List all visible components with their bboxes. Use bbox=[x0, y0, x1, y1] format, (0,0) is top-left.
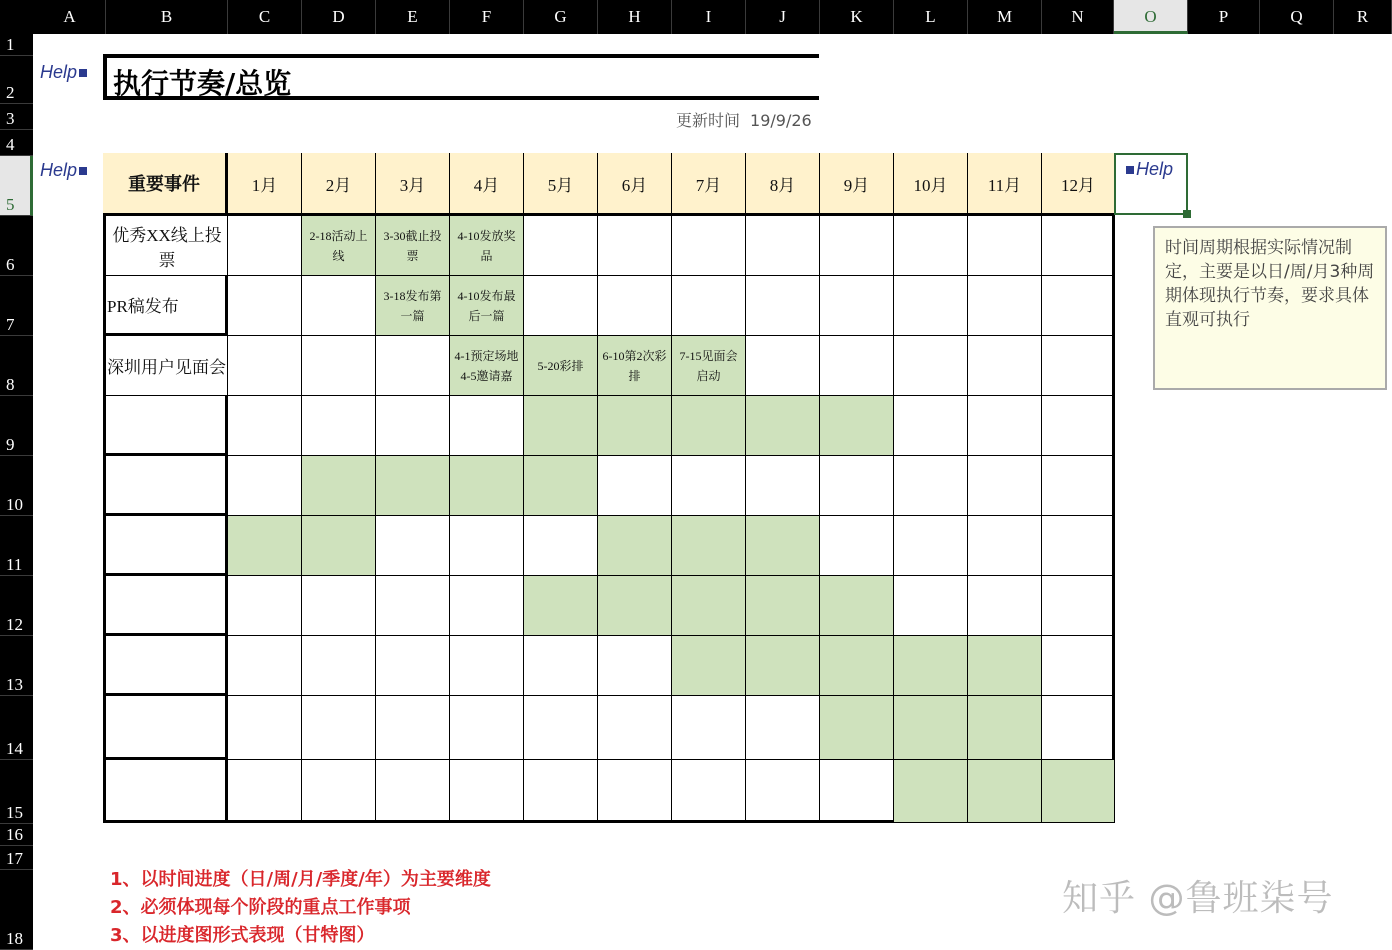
gantt-cell[interactable]: 4-10发放奖品 bbox=[450, 216, 524, 276]
table-header-month[interactable]: 12月 bbox=[1042, 153, 1115, 216]
gantt-cell[interactable] bbox=[376, 576, 450, 636]
gantt-cell[interactable] bbox=[820, 216, 894, 276]
row-header-15[interactable]: 15 bbox=[0, 760, 33, 824]
row-header-13[interactable]: 13 bbox=[0, 636, 33, 696]
gantt-cell[interactable] bbox=[1042, 696, 1115, 760]
table-header-month[interactable]: 1月 bbox=[228, 153, 302, 216]
gantt-cell[interactable] bbox=[376, 696, 450, 760]
gantt-cell[interactable] bbox=[746, 276, 820, 336]
gantt-cell[interactable] bbox=[820, 576, 894, 636]
row-header-12[interactable]: 12 bbox=[0, 576, 33, 636]
gantt-cell[interactable] bbox=[1042, 276, 1115, 336]
gantt-cell[interactable] bbox=[894, 760, 968, 823]
row-header-6[interactable]: 6 bbox=[0, 216, 33, 276]
gantt-cell[interactable] bbox=[228, 516, 302, 576]
gantt-cell[interactable] bbox=[820, 516, 894, 576]
row-header-4[interactable]: 4 bbox=[0, 130, 33, 156]
gantt-cell[interactable] bbox=[894, 276, 968, 336]
gantt-cell[interactable] bbox=[1042, 456, 1115, 516]
gantt-cell[interactable] bbox=[598, 396, 672, 456]
gantt-cell[interactable] bbox=[894, 516, 968, 576]
gantt-cell[interactable] bbox=[820, 396, 894, 456]
updated-time bbox=[676, 108, 822, 131]
column-header-h[interactable]: H bbox=[598, 0, 672, 34]
column-header-c[interactable]: C bbox=[228, 0, 302, 34]
gantt-cell[interactable] bbox=[820, 636, 894, 696]
row-header-5[interactable]: 5 bbox=[0, 156, 33, 216]
event-name-cell[interactable] bbox=[103, 696, 228, 760]
event-name-cell[interactable]: 优秀XX线上投票 bbox=[103, 216, 228, 276]
table-header-month[interactable]: 4月 bbox=[450, 153, 524, 216]
gantt-cell[interactable] bbox=[820, 696, 894, 760]
gantt-cell[interactable] bbox=[450, 396, 524, 456]
gantt-cell[interactable] bbox=[228, 276, 302, 336]
row-header-2[interactable]: 2 bbox=[0, 56, 33, 104]
help-label: Help bbox=[40, 160, 78, 180]
gantt-cell[interactable] bbox=[894, 456, 968, 516]
gantt-cell[interactable] bbox=[524, 216, 598, 276]
gantt-cell[interactable] bbox=[672, 760, 746, 823]
gantt-cell[interactable] bbox=[894, 696, 968, 760]
gantt-cell[interactable]: 2-18活动上线 bbox=[302, 216, 376, 276]
gantt-cell[interactable] bbox=[450, 456, 524, 516]
column-header-m[interactable]: M bbox=[968, 0, 1042, 34]
gantt-cell[interactable] bbox=[746, 760, 820, 823]
gantt-cell[interactable] bbox=[968, 516, 1042, 576]
watermark: 知乎 @鲁班柒号 bbox=[1062, 878, 1334, 919]
help-square-icon bbox=[1126, 166, 1134, 174]
gantt-cell[interactable] bbox=[302, 576, 376, 636]
gantt-cell[interactable] bbox=[1042, 516, 1115, 576]
gantt-cell[interactable] bbox=[376, 760, 450, 823]
gantt-cell[interactable] bbox=[968, 276, 1042, 336]
gantt-cell[interactable] bbox=[746, 636, 820, 696]
table-header-month[interactable]: 6月 bbox=[598, 153, 672, 216]
title-box[interactable] bbox=[103, 54, 819, 100]
gantt-cell[interactable] bbox=[524, 576, 598, 636]
gantt-cell[interactable] bbox=[598, 576, 672, 636]
event-name-cell[interactable] bbox=[103, 576, 228, 636]
row-header-8[interactable]: 8 bbox=[0, 336, 33, 396]
gantt-cell[interactable] bbox=[1042, 760, 1115, 823]
event-name-cell[interactable]: 深圳用户见面会 bbox=[103, 336, 228, 396]
gantt-cell[interactable] bbox=[228, 576, 302, 636]
gantt-cell[interactable] bbox=[672, 396, 746, 456]
page-title: 执行节奏/总览 bbox=[113, 67, 292, 100]
event-name-cell[interactable]: PR稿发布 bbox=[103, 276, 228, 336]
gantt-cell[interactable] bbox=[228, 456, 302, 516]
gantt-cell[interactable] bbox=[302, 396, 376, 456]
gantt-cell[interactable] bbox=[302, 760, 376, 823]
gantt-cell[interactable] bbox=[746, 216, 820, 276]
gantt-cell[interactable]: 6-10第2次彩排 bbox=[598, 336, 672, 396]
gantt-cell[interactable]: 4-1预定场地 4-5邀请嘉 bbox=[450, 336, 524, 396]
gantt-cell[interactable] bbox=[894, 576, 968, 636]
table-header-month[interactable]: 8月 bbox=[746, 153, 820, 216]
selected-cell-o5[interactable] bbox=[1114, 153, 1188, 215]
gantt-cell[interactable] bbox=[598, 636, 672, 696]
column-header-o[interactable]: O bbox=[1114, 0, 1188, 34]
gantt-cell[interactable] bbox=[376, 396, 450, 456]
gantt-cell[interactable]: 3-18发布第一篇 bbox=[376, 276, 450, 336]
gantt-cell[interactable] bbox=[450, 760, 524, 823]
column-header-f[interactable]: F bbox=[450, 0, 524, 34]
gantt-cell[interactable] bbox=[672, 516, 746, 576]
table-header-month[interactable]: 11月 bbox=[968, 153, 1042, 216]
column-header-g[interactable]: G bbox=[524, 0, 598, 34]
table-header-month[interactable]: 10月 bbox=[894, 153, 968, 216]
gantt-cell[interactable] bbox=[1042, 396, 1115, 456]
gantt-cell[interactable] bbox=[598, 516, 672, 576]
notes-list bbox=[110, 866, 491, 950]
gantt-cell[interactable] bbox=[894, 396, 968, 456]
column-header-j[interactable]: J bbox=[746, 0, 820, 34]
gantt-cell[interactable] bbox=[302, 276, 376, 336]
gantt-cell[interactable] bbox=[302, 696, 376, 760]
gantt-cell[interactable] bbox=[1042, 216, 1115, 276]
gantt-cell[interactable] bbox=[228, 636, 302, 696]
gantt-cell[interactable] bbox=[672, 216, 746, 276]
gantt-cell[interactable] bbox=[894, 336, 968, 396]
gantt-cell[interactable] bbox=[672, 276, 746, 336]
gantt-cell[interactable] bbox=[376, 636, 450, 696]
gantt-cell[interactable] bbox=[376, 516, 450, 576]
gantt-cell[interactable] bbox=[228, 216, 302, 276]
gantt-cell[interactable] bbox=[894, 216, 968, 276]
column-header-k[interactable]: K bbox=[820, 0, 894, 34]
column-header-l[interactable]: L bbox=[894, 0, 968, 34]
gantt-cell[interactable] bbox=[1042, 336, 1115, 396]
note-item: 3、以进度图形式表现（甘特图） bbox=[110, 925, 375, 946]
row-header-16[interactable]: 16 bbox=[0, 824, 33, 846]
gantt-cell[interactable] bbox=[524, 516, 598, 576]
gantt-cell[interactable] bbox=[228, 760, 302, 823]
gantt-cell[interactable] bbox=[672, 636, 746, 696]
gantt-cell[interactable] bbox=[524, 456, 598, 516]
row-header-3[interactable]: 3 bbox=[0, 104, 33, 130]
gantt-cell[interactable] bbox=[598, 456, 672, 516]
table-header-month[interactable]: 2月 bbox=[302, 153, 376, 216]
gantt-cell[interactable] bbox=[968, 456, 1042, 516]
gantt-cell[interactable] bbox=[1042, 636, 1115, 696]
gantt-cell[interactable] bbox=[524, 760, 598, 823]
column-header-r[interactable]: R bbox=[1334, 0, 1392, 34]
event-name-cell[interactable] bbox=[103, 636, 228, 696]
gantt-cell[interactable] bbox=[376, 336, 450, 396]
gantt-cell[interactable] bbox=[302, 516, 376, 576]
gantt-cell[interactable] bbox=[820, 760, 894, 823]
help-label: Help bbox=[40, 62, 78, 82]
help-link-row2[interactable] bbox=[40, 62, 89, 83]
column-header-a[interactable]: A bbox=[34, 0, 106, 34]
table-header-month[interactable]: 3月 bbox=[376, 153, 450, 216]
updated-label: 更新时间 bbox=[676, 111, 741, 130]
gantt-cell[interactable] bbox=[968, 576, 1042, 636]
column-header-p[interactable]: P bbox=[1188, 0, 1260, 34]
gantt-cell[interactable]: 3-30截止投票 bbox=[376, 216, 450, 276]
help-link-o5[interactable] bbox=[1124, 159, 1173, 180]
row-header-1[interactable]: 1 bbox=[0, 34, 33, 56]
gantt-cell[interactable] bbox=[968, 396, 1042, 456]
column-header-bar bbox=[0, 0, 1392, 34]
gantt-cell[interactable] bbox=[450, 516, 524, 576]
gantt-cell[interactable] bbox=[450, 576, 524, 636]
help-square-icon bbox=[79, 69, 87, 77]
gantt-cell[interactable] bbox=[302, 336, 376, 396]
row-header-9[interactable]: 9 bbox=[0, 396, 33, 456]
gantt-cell[interactable] bbox=[228, 336, 302, 396]
gantt-cell[interactable] bbox=[376, 456, 450, 516]
column-header-i[interactable]: I bbox=[672, 0, 746, 34]
column-header-q[interactable]: Q bbox=[1260, 0, 1334, 34]
gantt-cell[interactable] bbox=[968, 636, 1042, 696]
gantt-cell[interactable] bbox=[968, 336, 1042, 396]
event-name-cell[interactable] bbox=[103, 396, 228, 456]
column-header-e[interactable]: E bbox=[376, 0, 450, 34]
gantt-cell[interactable] bbox=[450, 636, 524, 696]
gantt-cell[interactable] bbox=[524, 396, 598, 456]
table-header-events[interactable]: 重要事件 bbox=[103, 153, 228, 216]
note-item: 2、必须体现每个阶段的重点工作事项 bbox=[110, 897, 411, 918]
column-header-n[interactable]: N bbox=[1042, 0, 1114, 34]
table-header-month[interactable]: 5月 bbox=[524, 153, 598, 216]
gantt-cell[interactable]: 5-20彩排 bbox=[524, 336, 598, 396]
gantt-cell[interactable] bbox=[598, 696, 672, 760]
gantt-cell[interactable] bbox=[598, 216, 672, 276]
gantt-cell[interactable] bbox=[598, 760, 672, 823]
gantt-cell[interactable] bbox=[302, 636, 376, 696]
gantt-cell[interactable] bbox=[746, 456, 820, 516]
gantt-cell[interactable] bbox=[746, 576, 820, 636]
gantt-cell[interactable] bbox=[672, 576, 746, 636]
gantt-cell[interactable] bbox=[968, 216, 1042, 276]
event-name-cell[interactable] bbox=[103, 516, 228, 576]
column-header-d[interactable]: D bbox=[302, 0, 376, 34]
gantt-cell[interactable] bbox=[228, 396, 302, 456]
gantt-cell[interactable] bbox=[820, 336, 894, 396]
table-header-month[interactable]: 9月 bbox=[820, 153, 894, 216]
column-header-b[interactable]: B bbox=[106, 0, 228, 34]
gantt-cell[interactable] bbox=[968, 696, 1042, 760]
gantt-table bbox=[103, 153, 1115, 823]
row-header-14[interactable]: 14 bbox=[0, 696, 33, 760]
help-link-row5[interactable] bbox=[40, 160, 89, 181]
gantt-cell[interactable]: 4-10发布最后一篇 bbox=[450, 276, 524, 336]
gantt-cell[interactable] bbox=[746, 396, 820, 456]
gantt-cell[interactable] bbox=[524, 636, 598, 696]
gantt-cell[interactable] bbox=[746, 696, 820, 760]
gantt-cell[interactable] bbox=[672, 456, 746, 516]
row-header-10[interactable]: 10 bbox=[0, 456, 33, 516]
gantt-cell[interactable]: 7-15见面会启动 bbox=[672, 336, 746, 396]
gantt-cell[interactable] bbox=[746, 516, 820, 576]
gantt-cell[interactable] bbox=[524, 696, 598, 760]
help-square-icon bbox=[79, 167, 87, 175]
fill-handle[interactable] bbox=[1183, 210, 1191, 218]
gantt-cell[interactable] bbox=[1042, 576, 1115, 636]
row-header-17[interactable]: 17 bbox=[0, 846, 33, 870]
comment-box: 时间周期根据实际情况制定，主要是以日/周/月3种周期体现执行节奏，要求具体直观可执行 bbox=[1153, 226, 1387, 390]
gantt-cell[interactable] bbox=[450, 696, 524, 760]
gantt-cell[interactable] bbox=[598, 276, 672, 336]
gantt-cell[interactable] bbox=[820, 456, 894, 516]
gantt-cell[interactable] bbox=[968, 760, 1042, 823]
gantt-cell[interactable] bbox=[524, 276, 598, 336]
event-name-cell[interactable] bbox=[103, 760, 228, 823]
row-header-11[interactable]: 11 bbox=[0, 516, 33, 576]
gantt-cell[interactable] bbox=[228, 696, 302, 760]
event-name-cell[interactable] bbox=[103, 456, 228, 516]
updated-value: 19/9/26 bbox=[750, 111, 812, 130]
gantt-cell[interactable] bbox=[302, 456, 376, 516]
note-item: 1、以时间进度（日/周/月/季度/年）为主要维度 bbox=[110, 869, 491, 890]
table-header-month[interactable]: 7月 bbox=[672, 153, 746, 216]
gantt-cell[interactable] bbox=[746, 336, 820, 396]
row-header-18[interactable]: 18 bbox=[0, 870, 33, 950]
gantt-cell[interactable] bbox=[894, 636, 968, 696]
row-header-7[interactable]: 7 bbox=[0, 276, 33, 336]
gantt-cell[interactable] bbox=[672, 696, 746, 760]
gantt-cell[interactable] bbox=[820, 276, 894, 336]
help-label: Help bbox=[1136, 159, 1174, 179]
row-header-bar bbox=[0, 34, 33, 950]
